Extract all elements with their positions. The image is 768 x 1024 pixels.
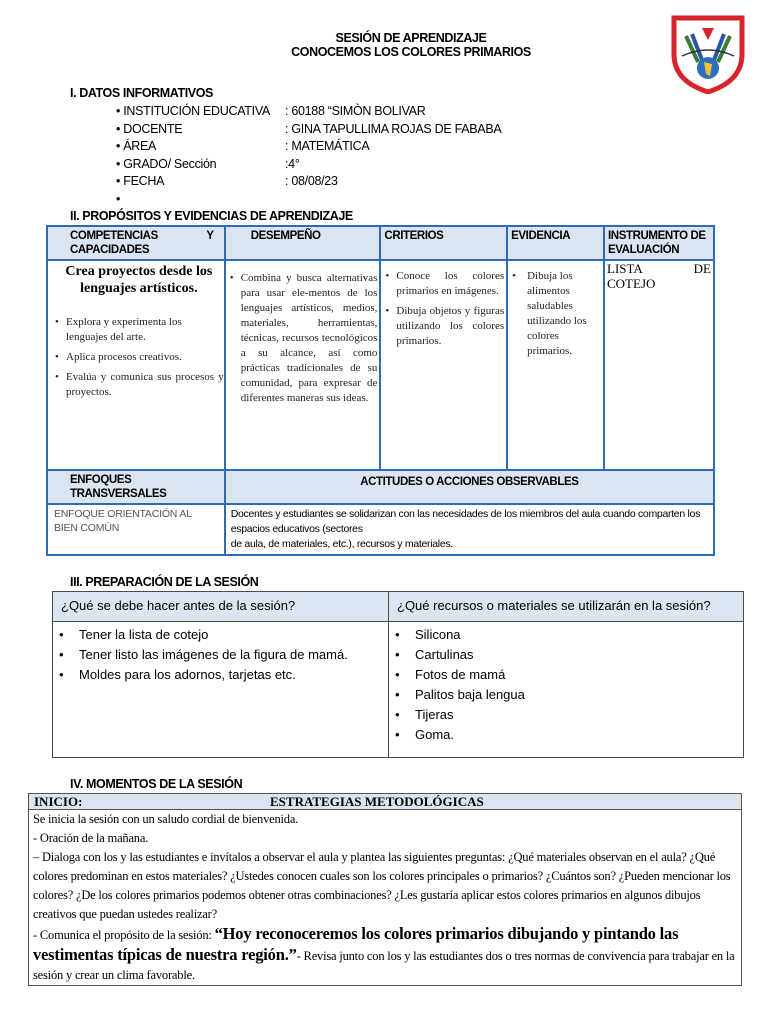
info-row: • INSTITUCIÓN EDUCATIVA : 60188 “SIMÒN BOLIVAR xyxy=(116,104,426,118)
criterio: • Conoce los colores primarios en imágenes. xyxy=(384,269,504,299)
section-4-title: IV. MOMENTOS DE LA SESIÓN xyxy=(70,777,243,791)
inicio-label: INICIO: xyxy=(34,794,83,809)
header-enfoques: ENFOQUES TRANSVERSALES xyxy=(47,470,225,504)
info-value: : 08/08/23 xyxy=(285,174,338,189)
strategies-header: ESTRATEGIAS METODOLÓGICAS xyxy=(270,794,484,809)
info-row: • ÁREA : MATEMÁTICA xyxy=(116,139,370,154)
document-title: SESIÓN DE APRENDIZAJE xyxy=(335,31,487,45)
info-row: • DOCENTE : GINA TAPULLIMA ROJAS DE FABABA xyxy=(116,121,502,136)
info-label: ÁREA xyxy=(123,139,157,154)
info-value: : GINA TAPULLIMA ROJAS DE FABABA xyxy=(285,121,502,136)
info-row: • GRADO/ Sección :4° xyxy=(116,156,300,171)
competencia: Crea proyectos desde los lenguajes artísticos. xyxy=(65,264,213,296)
desempeno: • Combina y busca alternativas para usar ele-mentos de los lenguajes artísticos, medios, materiales, herramientas, técnicas, recursos tecnológicos a su alcance, así como prácticas tradicionales de su comunidad, para expresar de diferentes maneras sus ideas. xyxy=(229,271,378,406)
session-title: CONOCEMOS LOS COLORES PRIMARIOS xyxy=(291,45,531,59)
strategy-line: – Dialoga con los y las estudiantes e invítalos a observar el aula y plantea las siguientes preguntas: ¿Qué materiales observan en el aula? ¿Qué colores predominan en estos materiales? ¿Ustedes conocen cuales son los colores principales o primarios? ¿Cuántos son? ¿Pueden mencionar los colores? ¿De los colores primarios podemos obtener otras combinaciones? ¿Les gustaría aplicar estos colores primarios en algunos dibujos creativos que puedan ustedes realizar? xyxy=(33,850,731,921)
actitud: de aula, de materiales, etc.), recursos y materiales. xyxy=(230,538,453,550)
preparation-table xyxy=(52,591,744,758)
info-value: : MATEMÁTICA xyxy=(285,139,370,154)
section-2-title: II. PROPÓSITOS Y EVIDENCIAS DE APRENDIZAJE xyxy=(70,209,353,223)
capacidad: • Evalúa y comunica sus procesos y proyectos. xyxy=(54,370,224,400)
section-1-title: I. DATOS INFORMATIVOS xyxy=(70,86,213,100)
section-3-title: III. PREPARACIÓN DE LA SESIÓN xyxy=(70,575,259,589)
info-label: DOCENTE xyxy=(123,121,183,136)
resource-item: • Fotos de mamá xyxy=(389,666,743,683)
resource-item: • Tijeras xyxy=(389,706,743,723)
strategy-line: - Oración de la mañana. xyxy=(33,831,149,845)
preparation-item: • Moldes para los adornos, tarjetas etc. xyxy=(53,666,388,683)
instrumento: LISTA DE COTEJO xyxy=(607,261,711,291)
header-instrumento: INSTRUMENTO DE EVALUACIÓN xyxy=(604,226,714,260)
session-purpose: “Hoy reconoceremos los colores primarios dibujando y pintando las vestimentas típicas de nuestra región.” xyxy=(33,924,679,964)
header-actitudes: ACTITUDES O ACCIONES OBSERVABLES xyxy=(225,470,714,504)
capacidad: • Aplica procesos creativos. xyxy=(54,350,224,365)
capacidad: • Explora y experimenta los lenguajes del arte. xyxy=(54,315,224,345)
strategy-line: Se inicia la sesión con un saludo cordial de bienvenida. xyxy=(33,812,299,826)
moments-table xyxy=(28,793,742,986)
school-logo xyxy=(668,14,748,94)
resource-item: • Silicona xyxy=(389,626,743,643)
criterio: • Dibuja objetos y figuras utilizando los colores primarios. xyxy=(384,304,504,349)
evidencia: • Dibuja los alimentos saludables utilizando los colores primarios. xyxy=(511,269,599,359)
info-label: INSTITUCIÓN EDUCATIVA xyxy=(123,104,270,118)
actitud: Docentes y estudiantes se solidarizan con las necesidades de los miembros del aula cuando comparten los espacios educativos (sectores xyxy=(230,508,701,535)
resource-item: • Goma. xyxy=(389,726,743,743)
strategy-line: - Comunica el propósito de la sesión: “Hoy reconoceremos los colores primarios dibujando y pintando las vestimentas típicas de nuestra región.”- Revisa junto con los y las estudiantes dos o tres normas de convivencia para trabajar en la sesión y crear un clima favorable. xyxy=(33,924,735,982)
header-competencias: COMPETENCIAS Y CAPACIDADES xyxy=(47,226,225,260)
resource-item: • Cartulinas xyxy=(389,646,743,663)
question-resources: ¿Qué recursos o materiales se utilizarán en la sesión? xyxy=(389,592,744,622)
header-evidencia: EVIDENCIA xyxy=(507,226,604,260)
question-before: ¿Qué se debe hacer antes de la sesión? xyxy=(53,592,389,622)
info-value: :4° xyxy=(285,156,300,171)
info-list: • INSTITUCIÓN EDUCATIVA : 60188 “SIMÒN BOLIVAR • DOCENTE : GINA TAPULLIMA ROJAS DE FABABA • ÁREA : MATEMÁTICA • GRADO/ Sección :4° • FECHA : 08/08/23 • xyxy=(116,104,502,206)
purposes-table xyxy=(46,225,715,556)
preparation-item: • Tener listo las imágenes de la figura de mamá. xyxy=(53,646,388,663)
resource-item: • Palitos baja lengua xyxy=(389,686,743,703)
info-label: GRADO/ Sección xyxy=(123,156,217,171)
info-label: FECHA xyxy=(123,174,165,189)
info-row: • FECHA : 08/08/23 xyxy=(116,174,338,189)
preparation-item: • Tener la lista de cotejo xyxy=(53,626,388,643)
header-desempeno: DESEMPEÑO xyxy=(225,226,381,260)
header-criterios: CRITERIOS xyxy=(380,226,507,260)
competencias-cell xyxy=(47,260,225,470)
enfoque: ENFOQUE ORIENTACIÓN AL BIEN COMÚN xyxy=(47,504,225,555)
capacidades-list xyxy=(54,315,224,400)
info-value: : 60188 “SIMÒN BOLIVAR xyxy=(285,104,426,118)
